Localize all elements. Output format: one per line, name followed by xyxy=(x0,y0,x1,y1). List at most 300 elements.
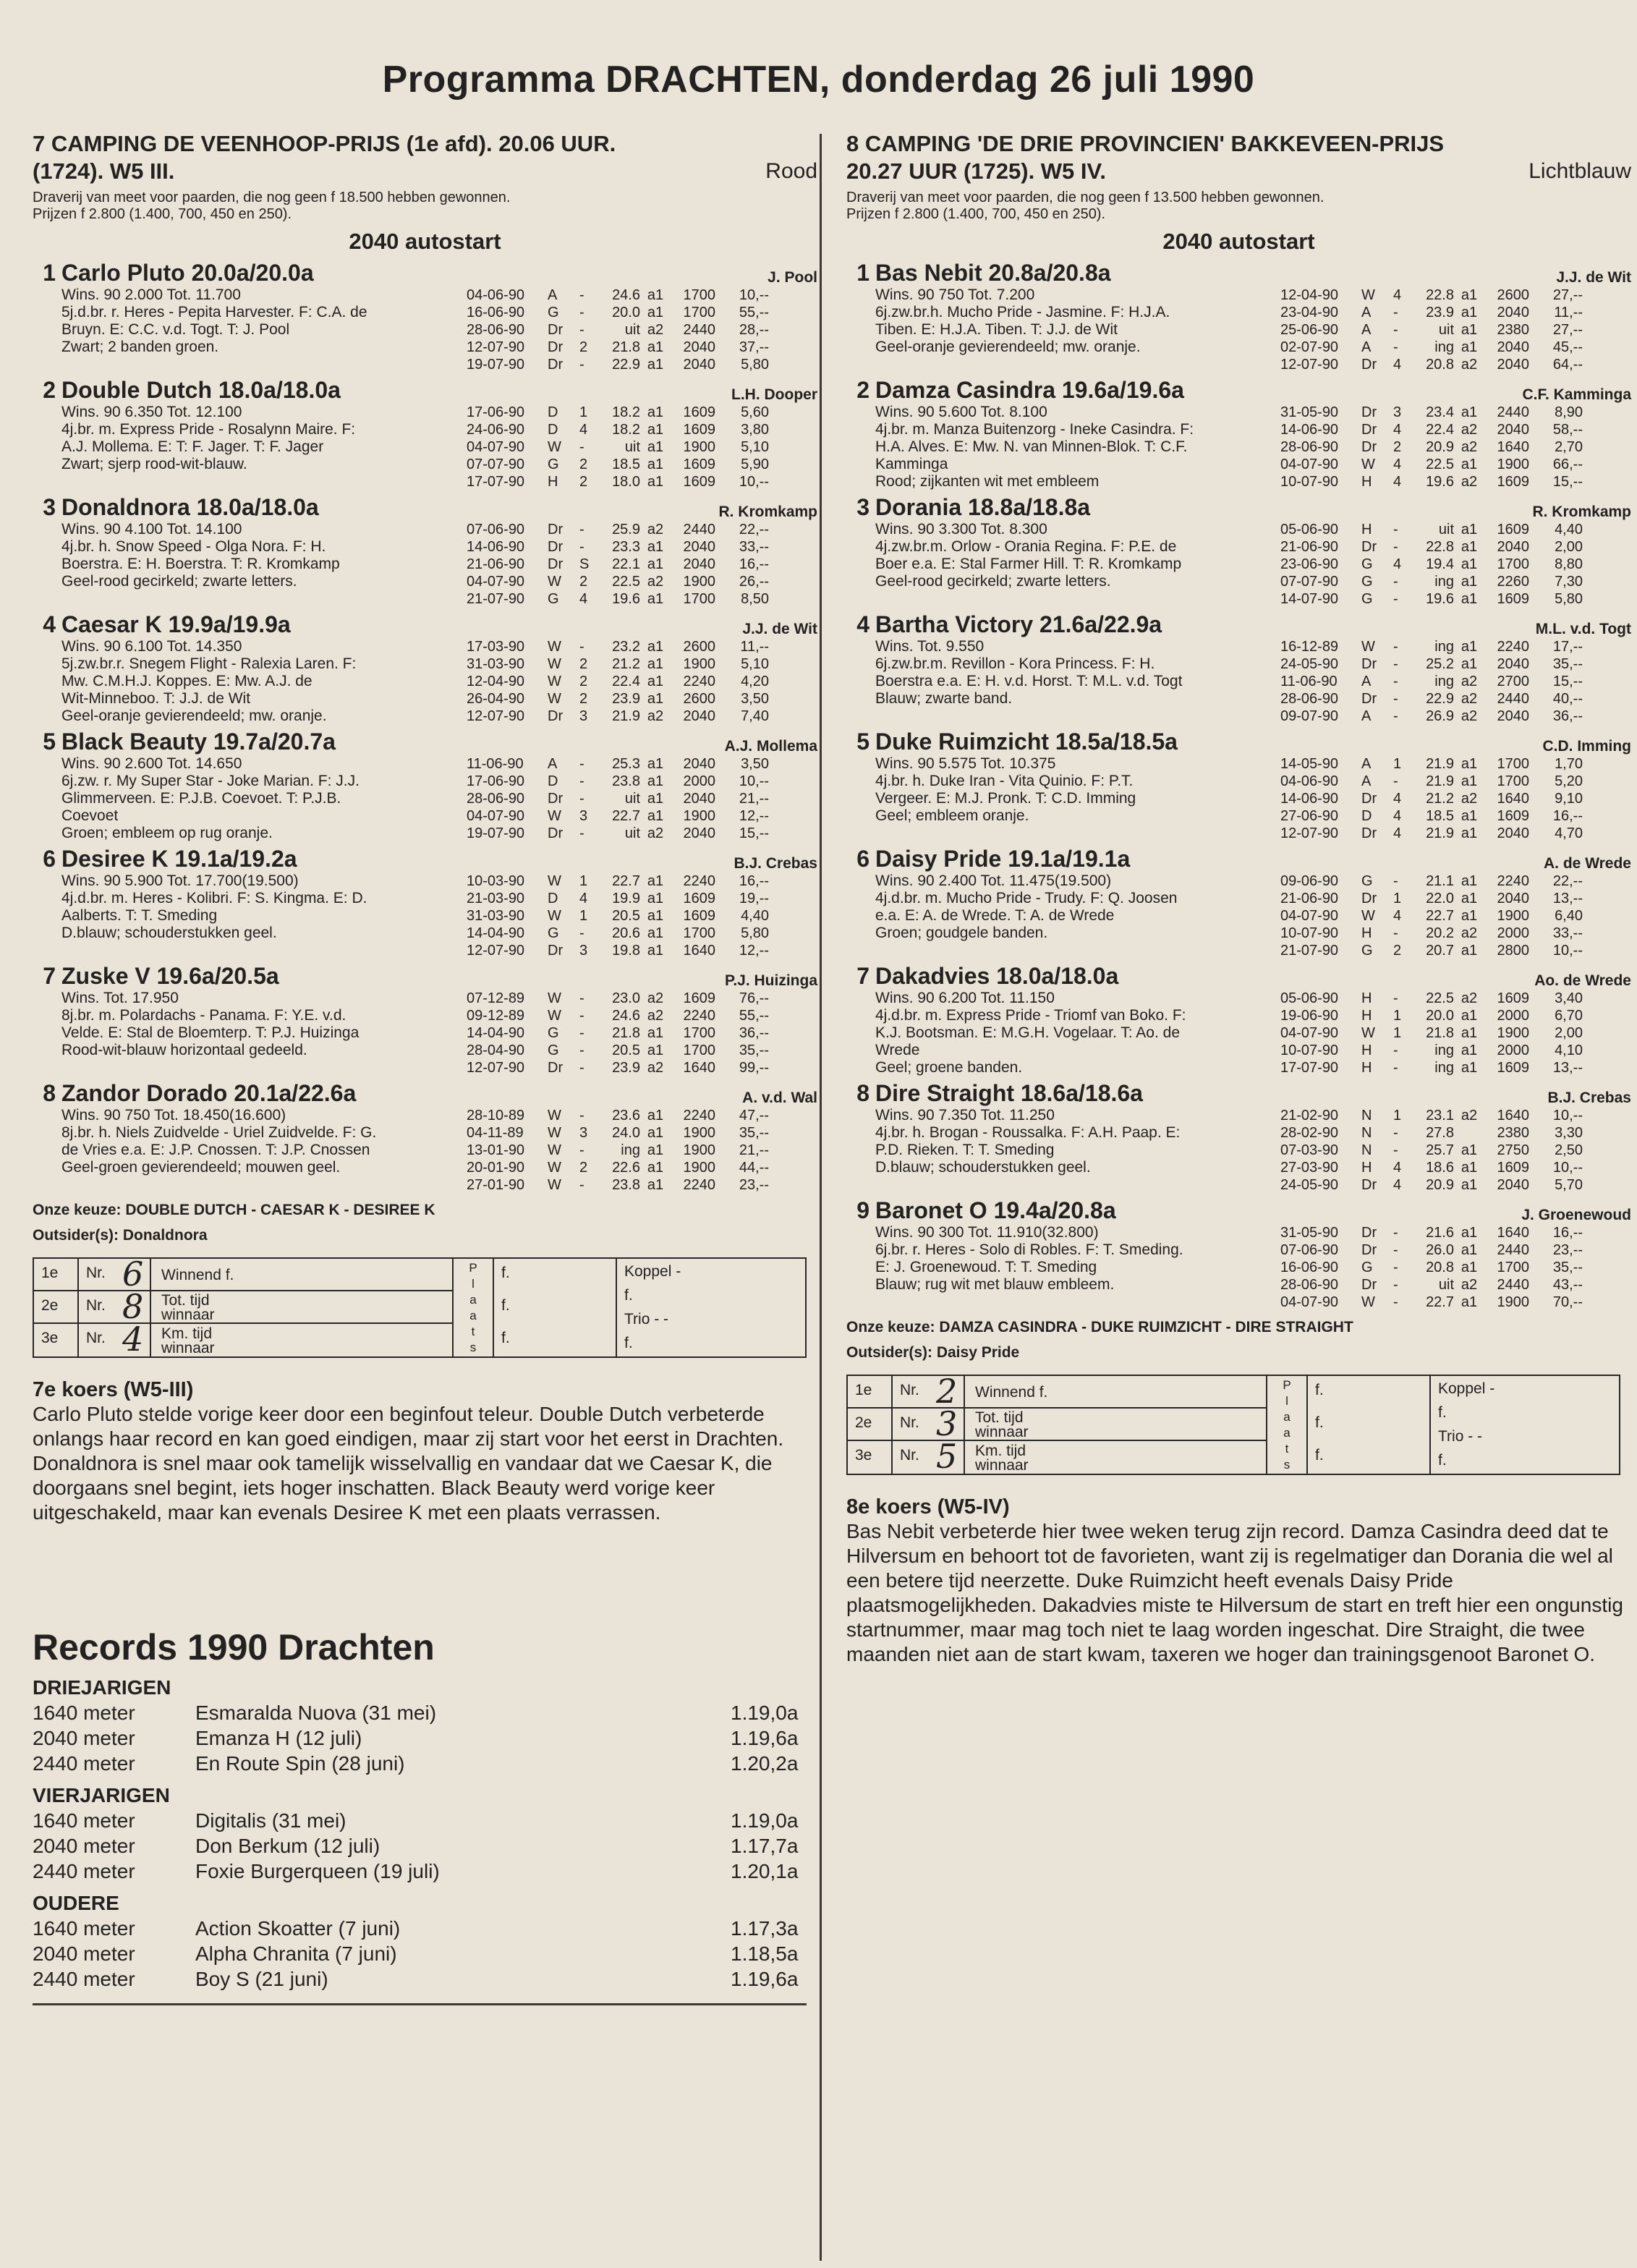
form-time: 25.7 xyxy=(1426,1142,1454,1158)
form-start: a1 xyxy=(1460,639,1478,655)
form-odds: 5,60 xyxy=(741,404,769,420)
form-date: 24-06-90 xyxy=(467,422,525,438)
form-track: Dr xyxy=(1361,1177,1377,1193)
form-date: 28-06-90 xyxy=(1280,691,1339,707)
form-start: a2 xyxy=(1460,925,1478,941)
horse-entry xyxy=(33,1079,817,1194)
form-distance: 2040 xyxy=(683,791,715,807)
form-date: 11-06-90 xyxy=(1280,674,1338,689)
form-odds: 12,-- xyxy=(739,808,769,824)
form-position: 4 xyxy=(1393,791,1402,807)
form-date: 10-07-90 xyxy=(1280,1042,1339,1058)
handwritten-number: 3 xyxy=(936,1404,958,1443)
form-start: a1 xyxy=(647,908,664,924)
form-distance: 2000 xyxy=(683,773,715,789)
form-time: 26.0 xyxy=(1426,1242,1454,1258)
form-odds: 16,-- xyxy=(739,556,769,572)
horse-name: Double Dutch 18.0a/18.0a xyxy=(61,377,341,403)
form-start: a1 xyxy=(1460,1242,1478,1258)
form-time: 23.0 xyxy=(612,990,640,1006)
form-position: - xyxy=(1393,773,1398,789)
form-odds: 33,-- xyxy=(1552,925,1583,941)
record-row xyxy=(33,1700,817,1725)
plaats-letter: t xyxy=(471,1324,475,1338)
horse-info-line: Wrede xyxy=(875,1042,920,1058)
result-row xyxy=(848,1437,1266,1476)
form-row xyxy=(467,521,817,538)
form-row xyxy=(1280,1159,1631,1176)
horse-info xyxy=(875,521,1280,608)
form-time: 20.9 xyxy=(1426,1177,1454,1193)
result-nr: Nr. 6 xyxy=(79,1259,151,1290)
horse-number: 2 xyxy=(856,377,869,403)
form-row xyxy=(1280,1294,1631,1311)
form-distance: 2040 xyxy=(1497,825,1529,841)
horse-number: 1 xyxy=(43,260,56,286)
form-distance: 2040 xyxy=(1497,708,1529,724)
form-row xyxy=(467,404,817,421)
form-time: 18.2 xyxy=(612,422,640,438)
conditions-line1: Draverij van meet voor paarden, die nog geen f 13.500 hebben gewonnen. xyxy=(846,190,1325,205)
form-date: 05-06-90 xyxy=(1280,990,1339,1006)
form-distance: 2040 xyxy=(683,539,715,555)
form-row xyxy=(1280,521,1631,538)
form-distance: 1700 xyxy=(683,305,715,320)
form-odds: 15,-- xyxy=(1552,474,1583,490)
horse-trainer: J.J. de Wit xyxy=(1556,269,1631,286)
form-odds: 27,-- xyxy=(1552,322,1583,338)
form-row xyxy=(467,438,817,456)
form-time: 26.9 xyxy=(1426,708,1454,724)
form-time: 25.9 xyxy=(612,522,640,538)
horse-info-line: 4j.br. m. Manza Buitenzorg - Ineke Casindra. F: xyxy=(875,421,1194,438)
form-start: a1 xyxy=(1460,808,1478,824)
form-track: W xyxy=(548,873,561,889)
form-date: 12-04-90 xyxy=(467,674,525,689)
form-odds: 4,40 xyxy=(1555,522,1583,538)
horse-info-line: Blauw; zwarte band. xyxy=(875,690,1013,707)
form-distance: 1609 xyxy=(683,908,715,924)
horse-info-line: 6j.zw.br.m. Revillon - Kora Princess. F: H. xyxy=(875,655,1155,672)
form-odds: 33,-- xyxy=(739,539,769,555)
horse-number: 5 xyxy=(43,729,56,755)
form-time: ing xyxy=(621,1142,640,1158)
form-track: H xyxy=(548,474,558,490)
form-date: 26-04-90 xyxy=(467,691,525,707)
koppel-f: f. xyxy=(624,1287,633,1304)
form-track: W xyxy=(1361,287,1375,303)
form-time: 23.1 xyxy=(1426,1108,1454,1124)
form-start: a1 xyxy=(647,943,664,959)
form-distance: 2040 xyxy=(1497,891,1529,906)
horse-number: 4 xyxy=(856,611,869,637)
race-8 xyxy=(846,130,1631,1667)
form-date: 14-06-90 xyxy=(1280,791,1339,807)
form-odds: 7,40 xyxy=(741,708,769,724)
form-date: 20-01-90 xyxy=(467,1160,525,1176)
horse-info-line: Glimmerveen. E: P.J.B. Coevoet. T: P.J.B. xyxy=(61,790,341,807)
form-time: 18.5 xyxy=(612,456,640,472)
form-position: - xyxy=(1393,522,1398,538)
form-date: 21-06-90 xyxy=(467,556,525,572)
form-odds: 40,-- xyxy=(1552,691,1583,707)
form-date: 12-04-90 xyxy=(1280,287,1339,303)
form-odds: 64,-- xyxy=(1552,357,1583,373)
horse-info-line: P.D. Rieken. T: T. Smeding xyxy=(875,1142,1055,1158)
form-distance: 1900 xyxy=(683,1125,715,1141)
horse-main xyxy=(61,259,817,373)
horse-info-line: Wins. 90 4.100 Tot. 14.100 xyxy=(61,521,242,538)
form-odds: 12,-- xyxy=(739,943,769,959)
form-position: 2 xyxy=(579,574,588,590)
commentary-text: Bas Nebit verbeterde hier twee weken terug zijn record. Damza Casindra deed dat te Hilversum en behoort tot de favorieten, want zij is regelmatiger dan Dorania die wel al een betere tijd neerzette. Duke Ruimzicht heeft evenals Daisy Pride plaatsmogelijkheden. Dakadvies miste te Hilversum de start en treft hier een ongunstig startnummer, maar mag toch niet te laag worden ingeschat. Dire Straight, die twee maanden niet aan de start kwam, taxeren we hoger dan trainingsgenoot Baronet O. xyxy=(846,1520,1623,1665)
form-track: G xyxy=(548,456,559,472)
form-odds: 4,70 xyxy=(1555,825,1583,841)
form-distance: 2040 xyxy=(683,708,715,724)
horse-name: Daisy Pride 19.1a/19.1a xyxy=(875,846,1131,872)
horse-info-line: Geel-oranje gevierendeeld; mw. oranje. xyxy=(61,708,327,724)
form-start: a2 xyxy=(647,825,664,841)
form-odds: 16,-- xyxy=(1552,1225,1583,1241)
horse-form-table xyxy=(1280,286,1631,373)
record-time: 1.20,2a xyxy=(731,1752,799,1775)
horse-info xyxy=(61,872,467,959)
form-row xyxy=(1280,755,1631,773)
form-odds: 17,-- xyxy=(1552,639,1583,655)
form-track: A xyxy=(1361,305,1372,320)
record-holder: Action Skoatter (7 juni) xyxy=(195,1917,401,1940)
form-start: a1 xyxy=(1460,1042,1478,1058)
form-date: 12-07-90 xyxy=(467,339,525,355)
form-time: 23.3 xyxy=(612,539,640,555)
form-time: 21.6 xyxy=(1426,1225,1454,1241)
form-start: a2 xyxy=(647,990,664,1006)
horse-name: Black Beauty 19.7a/20.7a xyxy=(61,729,336,755)
form-row xyxy=(467,1142,817,1159)
horse-info xyxy=(61,1107,467,1194)
form-distance: 1609 xyxy=(683,891,715,906)
form-position: - xyxy=(579,925,584,941)
handwritten-number: 2 xyxy=(936,1372,958,1411)
horse-info-line: Wins. 90 3.300 Tot. 8.300 xyxy=(875,521,1047,538)
form-position: - xyxy=(579,539,584,555)
form-distance: 1700 xyxy=(1497,556,1529,572)
plaats-letter: P xyxy=(469,1260,477,1275)
form-row xyxy=(1280,1241,1631,1259)
form-start: a1 xyxy=(647,287,664,303)
form-position: 3 xyxy=(579,1125,588,1141)
plaats-letter: P xyxy=(1283,1377,1291,1392)
form-position: - xyxy=(1393,1142,1398,1158)
form-row xyxy=(467,825,817,842)
form-start xyxy=(1454,1124,1484,1142)
result-label-a: Winnend f. xyxy=(161,1266,234,1283)
form-time: uit xyxy=(624,439,640,455)
horse-info-line: 4j.d.br. m. Heres - Kolibri. F: S. Kingma. E: D. xyxy=(61,890,367,906)
form-position: - xyxy=(1393,990,1398,1006)
form-time: 18.2 xyxy=(612,404,640,420)
form-start: a2 xyxy=(1460,422,1478,438)
form-position: - xyxy=(579,305,584,320)
form-odds: 35,-- xyxy=(1552,656,1583,672)
form-date: 21-07-90 xyxy=(467,591,525,607)
horse-header xyxy=(61,611,817,638)
form-position: - xyxy=(579,791,584,807)
form-row xyxy=(1280,872,1631,890)
horse-form-table xyxy=(467,286,817,373)
form-date: 04-06-90 xyxy=(1280,773,1339,789)
form-position: - xyxy=(579,357,584,373)
form-odds: 11,-- xyxy=(1554,305,1583,320)
form-row xyxy=(467,655,817,673)
form-row xyxy=(467,907,817,925)
form-date: 24-05-90 xyxy=(1280,1177,1339,1193)
form-track: Dr xyxy=(548,708,564,724)
form-odds: 1,70 xyxy=(1555,756,1583,772)
form-track: W xyxy=(548,639,561,655)
horse-number: 4 xyxy=(43,611,56,637)
form-time: ing xyxy=(1434,674,1454,689)
form-position: 4 xyxy=(1393,456,1402,472)
form-date: 16-06-90 xyxy=(1280,1260,1339,1275)
form-date: 21-07-90 xyxy=(1280,943,1339,959)
form-position: 3 xyxy=(579,808,588,824)
form-track: H xyxy=(1361,474,1372,490)
form-row xyxy=(467,755,817,773)
form-start: a1 xyxy=(1460,656,1478,672)
result-label xyxy=(965,1384,1047,1400)
result-nr: Nr. 4 xyxy=(79,1324,151,1356)
form-row xyxy=(1280,421,1631,438)
form-position: - xyxy=(1393,1225,1398,1241)
form-odds: 5,20 xyxy=(1555,773,1583,789)
form-row xyxy=(467,638,817,655)
form-start: a1 xyxy=(647,357,664,373)
trio-f: f. xyxy=(1438,1452,1447,1469)
plaats-letter: a xyxy=(469,1308,477,1322)
form-position: - xyxy=(579,1025,584,1041)
form-row xyxy=(467,890,817,907)
form-time: 21.9 xyxy=(612,708,640,724)
horse-info-line: E: J. Groenewoud. T: T. Smeding xyxy=(875,1259,1097,1275)
form-row xyxy=(1280,1142,1631,1159)
horse-info-line: Wins. 90 2.400 Tot. 11.475(19.500) xyxy=(875,872,1112,889)
form-position: 2 xyxy=(579,456,588,472)
form-time: 23.4 xyxy=(1426,404,1454,420)
form-track: A xyxy=(1361,322,1372,338)
form-distance: 2000 xyxy=(1497,1008,1529,1024)
horse-main xyxy=(875,259,1631,373)
form-date: 12-07-90 xyxy=(467,1060,525,1076)
horse-info-line: D.blauw; schouderstukken geel. xyxy=(875,1159,1091,1176)
form-row xyxy=(467,673,817,690)
form-time: 19.4 xyxy=(1426,556,1454,572)
form-odds: 35,-- xyxy=(739,1125,769,1141)
form-start: a2 xyxy=(1460,674,1478,689)
form-position: 4 xyxy=(579,422,588,438)
form-row xyxy=(467,286,817,304)
column-divider xyxy=(820,134,822,2261)
form-track: G xyxy=(548,305,559,320)
record-holder: Digitalis (31 mei) xyxy=(195,1809,346,1832)
form-date: 14-04-90 xyxy=(467,1025,525,1041)
horse-header xyxy=(61,845,817,872)
form-start: a1 xyxy=(647,1177,664,1193)
form-row xyxy=(467,1007,817,1024)
form-distance: 1609 xyxy=(1497,591,1529,607)
horse-name: Carlo Pluto 20.0a/20.0a xyxy=(61,260,314,286)
form-row xyxy=(1280,590,1631,608)
plaats-letter: s xyxy=(1283,1457,1291,1471)
form-odds: 23,-- xyxy=(739,1177,769,1193)
record-holder: Alpha Chranita (7 juni) xyxy=(195,1942,397,1965)
horse-entry xyxy=(33,493,817,608)
form-start: a1 xyxy=(647,1108,664,1124)
form-position: - xyxy=(579,990,584,1006)
form-start: a1 xyxy=(647,305,664,320)
form-time: 23.9 xyxy=(612,691,640,707)
form-track: A xyxy=(1361,339,1372,355)
horse-info-line: e.a. E: A. de Wrede. T: A. de Wrede xyxy=(875,907,1115,924)
record-holder: Emanza H (12 juli) xyxy=(195,1727,362,1749)
horse-name: Dakadvies 18.0a/18.0a xyxy=(875,963,1119,989)
race-color: Lichtblauw xyxy=(1528,159,1631,183)
form-start: a2 xyxy=(647,708,664,724)
form-odds: 10,-- xyxy=(739,773,769,789)
horse-info-line: Wit-Minneboo. T: J.J. de Wit xyxy=(61,690,251,707)
form-start: a1 xyxy=(1460,591,1478,607)
form-track: W xyxy=(548,439,561,455)
horse-number: 3 xyxy=(43,494,56,520)
result-label-a: Km. tijd xyxy=(161,1325,213,1342)
plaats-f: f. xyxy=(501,1330,510,1346)
form-date: 09-12-89 xyxy=(467,1008,525,1024)
result-nr: Nr. 8 xyxy=(79,1291,151,1322)
record-row xyxy=(33,1808,817,1833)
form-track: N xyxy=(1361,1108,1372,1124)
horse-info-line: Geel-oranje gevierendeeld; mw. oranje. xyxy=(875,339,1141,355)
form-row xyxy=(467,556,817,573)
form-track: G xyxy=(548,1025,559,1041)
result-nr: Nr. 2 xyxy=(893,1376,965,1407)
race-distance: 2040 autostart xyxy=(349,229,501,254)
horse-header xyxy=(61,493,817,521)
form-start: a1 xyxy=(1460,539,1478,555)
form-distance: 1609 xyxy=(683,456,715,472)
form-odds: 76,-- xyxy=(739,990,769,1006)
form-date: 28-10-89 xyxy=(467,1108,525,1124)
result-box xyxy=(33,1254,807,1359)
form-track: H xyxy=(1361,522,1372,538)
form-row xyxy=(1280,990,1631,1007)
form-track: Dr xyxy=(1361,439,1377,455)
form-position: 4 xyxy=(1393,287,1402,303)
form-odds: 35,-- xyxy=(739,1042,769,1058)
plaats-letter: a xyxy=(469,1292,477,1307)
form-track: G xyxy=(1361,591,1373,607)
form-time: uit xyxy=(1438,322,1454,338)
record-row xyxy=(33,1725,817,1751)
form-start: a1 xyxy=(647,591,664,607)
form-row xyxy=(1280,1176,1631,1194)
horse-info-line: Wins. Tot. 9.550 xyxy=(875,638,985,655)
form-position: - xyxy=(1393,873,1398,889)
form-distance: 2040 xyxy=(1497,422,1529,438)
form-distance: 1700 xyxy=(683,1042,715,1058)
form-distance: 2040 xyxy=(683,357,715,373)
form-distance: 1640 xyxy=(683,1060,715,1076)
horse-form-table xyxy=(467,872,817,959)
form-distance: 1900 xyxy=(1497,908,1529,924)
form-track: G xyxy=(548,1042,559,1058)
horse-info-line: Wins. 90 300 Tot. 11.910(32.800) xyxy=(875,1224,1099,1241)
form-time: 19.6 xyxy=(1426,591,1454,607)
form-position: 4 xyxy=(1393,808,1402,824)
form-time: 19.6 xyxy=(1426,474,1454,490)
form-time: 18.6 xyxy=(1426,1160,1454,1176)
form-date: 17-06-90 xyxy=(467,404,525,420)
horse-info-line: 4j.d.br. m. Express Pride - Triomf van Boko. F: xyxy=(875,1007,1186,1024)
record-row xyxy=(33,1916,817,1941)
form-track: W xyxy=(548,1008,561,1024)
form-odds: 44,-- xyxy=(739,1160,769,1176)
horse-info-line: Mw. C.M.H.J. Koppes. E: Mw. A.J. de xyxy=(61,673,312,689)
form-start: a1 xyxy=(647,808,664,824)
form-odds: 99,-- xyxy=(739,1060,769,1076)
form-row xyxy=(1280,773,1631,790)
form-start: a1 xyxy=(1460,756,1478,772)
trio-label: Trio - - xyxy=(624,1311,669,1328)
form-row xyxy=(1280,1042,1631,1059)
form-start: a1 xyxy=(1460,404,1478,420)
form-track: G xyxy=(548,591,559,607)
horse-entry xyxy=(846,1197,1631,1311)
form-start: a2 xyxy=(1460,990,1478,1006)
horse-body xyxy=(61,521,817,608)
form-track: D xyxy=(548,422,558,438)
form-start: a1 xyxy=(1460,556,1478,572)
form-odds: 8,50 xyxy=(741,591,769,607)
form-track: W xyxy=(548,808,561,824)
record-row xyxy=(33,1941,817,1966)
form-distance: 1900 xyxy=(1497,1025,1529,1041)
plaats-f: f. xyxy=(501,1297,510,1314)
form-track: A xyxy=(1361,674,1372,689)
koppel-trio xyxy=(617,1259,805,1356)
form-position: 1 xyxy=(579,873,588,889)
record-row xyxy=(33,1966,817,1992)
form-row xyxy=(1280,790,1631,807)
form-row xyxy=(1280,1259,1631,1276)
form-row xyxy=(467,590,817,608)
form-time: 22.0 xyxy=(1426,891,1454,906)
horse-info xyxy=(61,404,467,490)
form-time: 21.9 xyxy=(1426,773,1454,789)
form-position: 4 xyxy=(1393,908,1402,924)
plaats-letter: t xyxy=(1285,1441,1289,1456)
form-position: 2 xyxy=(579,691,588,707)
horse-info-line: Geel; groene banden. xyxy=(875,1059,1023,1076)
form-time: uit xyxy=(1438,1277,1454,1293)
form-odds: 70,-- xyxy=(1552,1294,1583,1310)
form-date: 04-11-89 xyxy=(467,1125,524,1141)
horse-trainer: A. de Wrede xyxy=(1544,855,1631,872)
form-distance: 1640 xyxy=(1497,791,1529,807)
horse-info xyxy=(61,755,467,842)
record-time: 1.19,6a xyxy=(731,1968,799,1990)
record-distance: 2440 meter xyxy=(33,1968,135,1990)
form-date: 04-06-90 xyxy=(467,287,525,303)
